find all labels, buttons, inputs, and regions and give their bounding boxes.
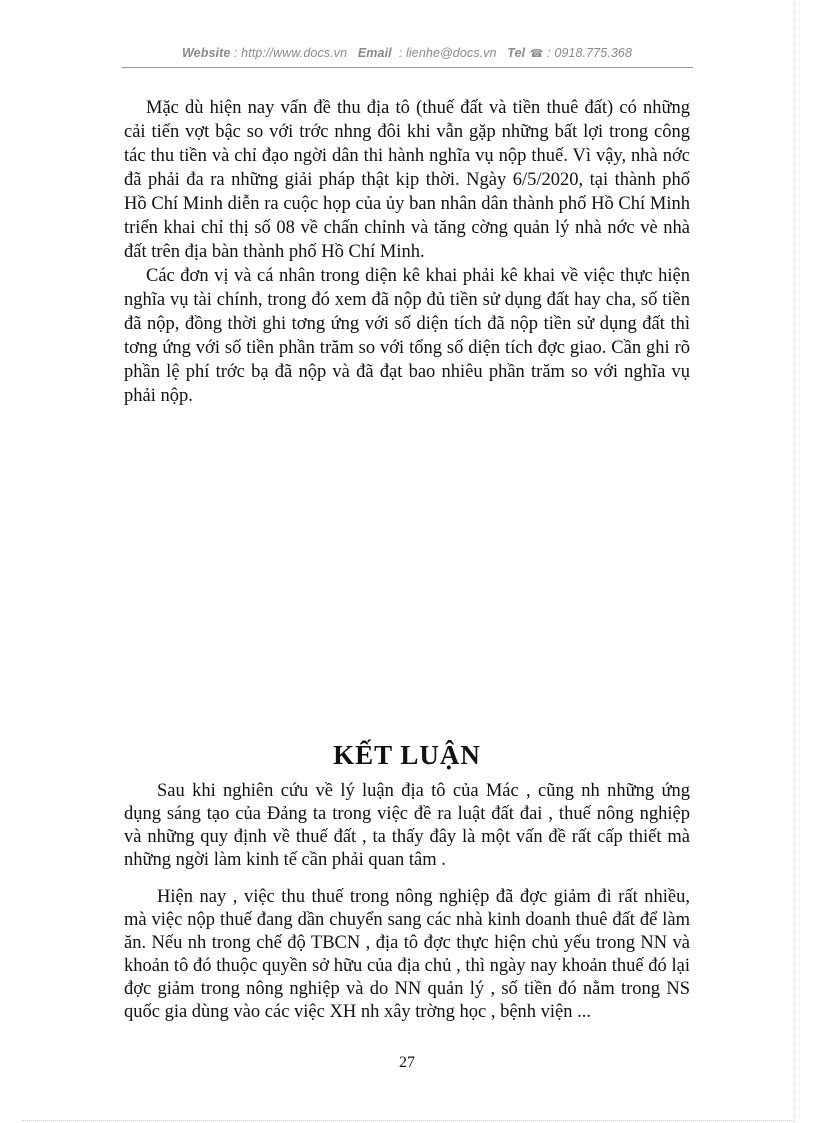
email-link[interactable]: lienhe@docs.vn <box>406 46 497 60</box>
page-header <box>122 46 692 60</box>
header-rule <box>122 67 693 68</box>
website-separator: : <box>233 46 238 60</box>
website-link[interactable]: http://www.docs.vn <box>241 46 348 60</box>
website-label: Website <box>182 46 231 60</box>
email-separator: : <box>398 46 403 60</box>
tel-value: 0918.775.368 <box>554 46 632 60</box>
email-label: Email <box>357 46 392 60</box>
page-number: 27 <box>399 1054 415 1071</box>
body-paragraph: Các đơn vị và cá nhân trong diện kê khai phải kê khai về việc thực hiện nghĩa vụ tài chính, trong đó xem đã nộp đủ tiền sử dụng đất hay cha, số tiền đã nộp, đồng thời ghi tơng ứng với số diện tích đã nộp tiền sử dụng đất thì tơng ứng với số tiền phần trăm so với tổng số diện tích đợc giao. Cần ghi rõ phần lệ phí trớc bạ đã nộp và đã đạt bao nhiêu phần trăm so với nghĩa vụ phải nộp. <box>124 266 690 406</box>
tel-label: Tel <box>507 46 526 60</box>
phone-icon: ☎ <box>529 48 544 60</box>
body-paragraph: Mặc dù hiện nay vấn đề thu địa tô (thuế đất và tiền thuê đất) có những cải tiến vợt bậc so với trớc nhng đôi khi vẫn gặp những bất lợi trong công tác thu tiền và chỉ đạo ngời dân thi hành nghĩa vụ nộp thuế. Vì vậy, nhà nớc đã phải đa ra những giải pháp thật kịp thời. Ngày 6/5/2020, tại thành phố Hồ Chí Minh diễn ra cuộc họp của ủy ban nhân dân thành phố Hồ Chí Minh triển khai chỉ thị số 08 về chấn chỉnh và tăng cờng quản lý nhà nớc vè nhà đất trên địa bàn thành phố Hồ Chí Minh. <box>124 98 690 262</box>
body-section <box>124 96 690 408</box>
conclusion-paragraph: Hiện nay , việc thu thuế trong nông nghiệp đã đợc giảm đi rất nhiều, mà việc nộp thuế đang dần chuyển sang các nhà kinh doanh thuê đất để làm ăn. Nếu nh trong chế độ TBCN , địa tô đợc thực hiện chủ yếu trong NN và khoản tô đó thuộc quyền sở hữu của địa chủ , thì ngày nay khoản thuế đó lại đợc giảm trong nông nghiệp và do NN quản lý , số tiền đó nằm trong NS quốc gia dùng vào các việc XH nh xây trờng học , bệnh viện ... <box>124 887 690 1022</box>
footer-rule <box>22 1120 794 1121</box>
tel-separator: : <box>547 46 551 60</box>
conclusion-section <box>124 780 690 1038</box>
conclusion-heading: KẾT LUẬN <box>333 740 481 770</box>
page-margin-rule <box>794 0 795 1123</box>
conclusion-paragraph: Sau khi nghiên cứu về lý luận địa tô của Mác , cũng nh những ứng dụng sáng tạo của Đảng ta trong việc đề ra luật đất đai , thuế nông nghiệp và những quy định về thuế đất , ta thấy đây là một vấn đề rất cấp thiết mà những ngời làm kinh tế cần phải quan tâm . <box>124 781 690 870</box>
